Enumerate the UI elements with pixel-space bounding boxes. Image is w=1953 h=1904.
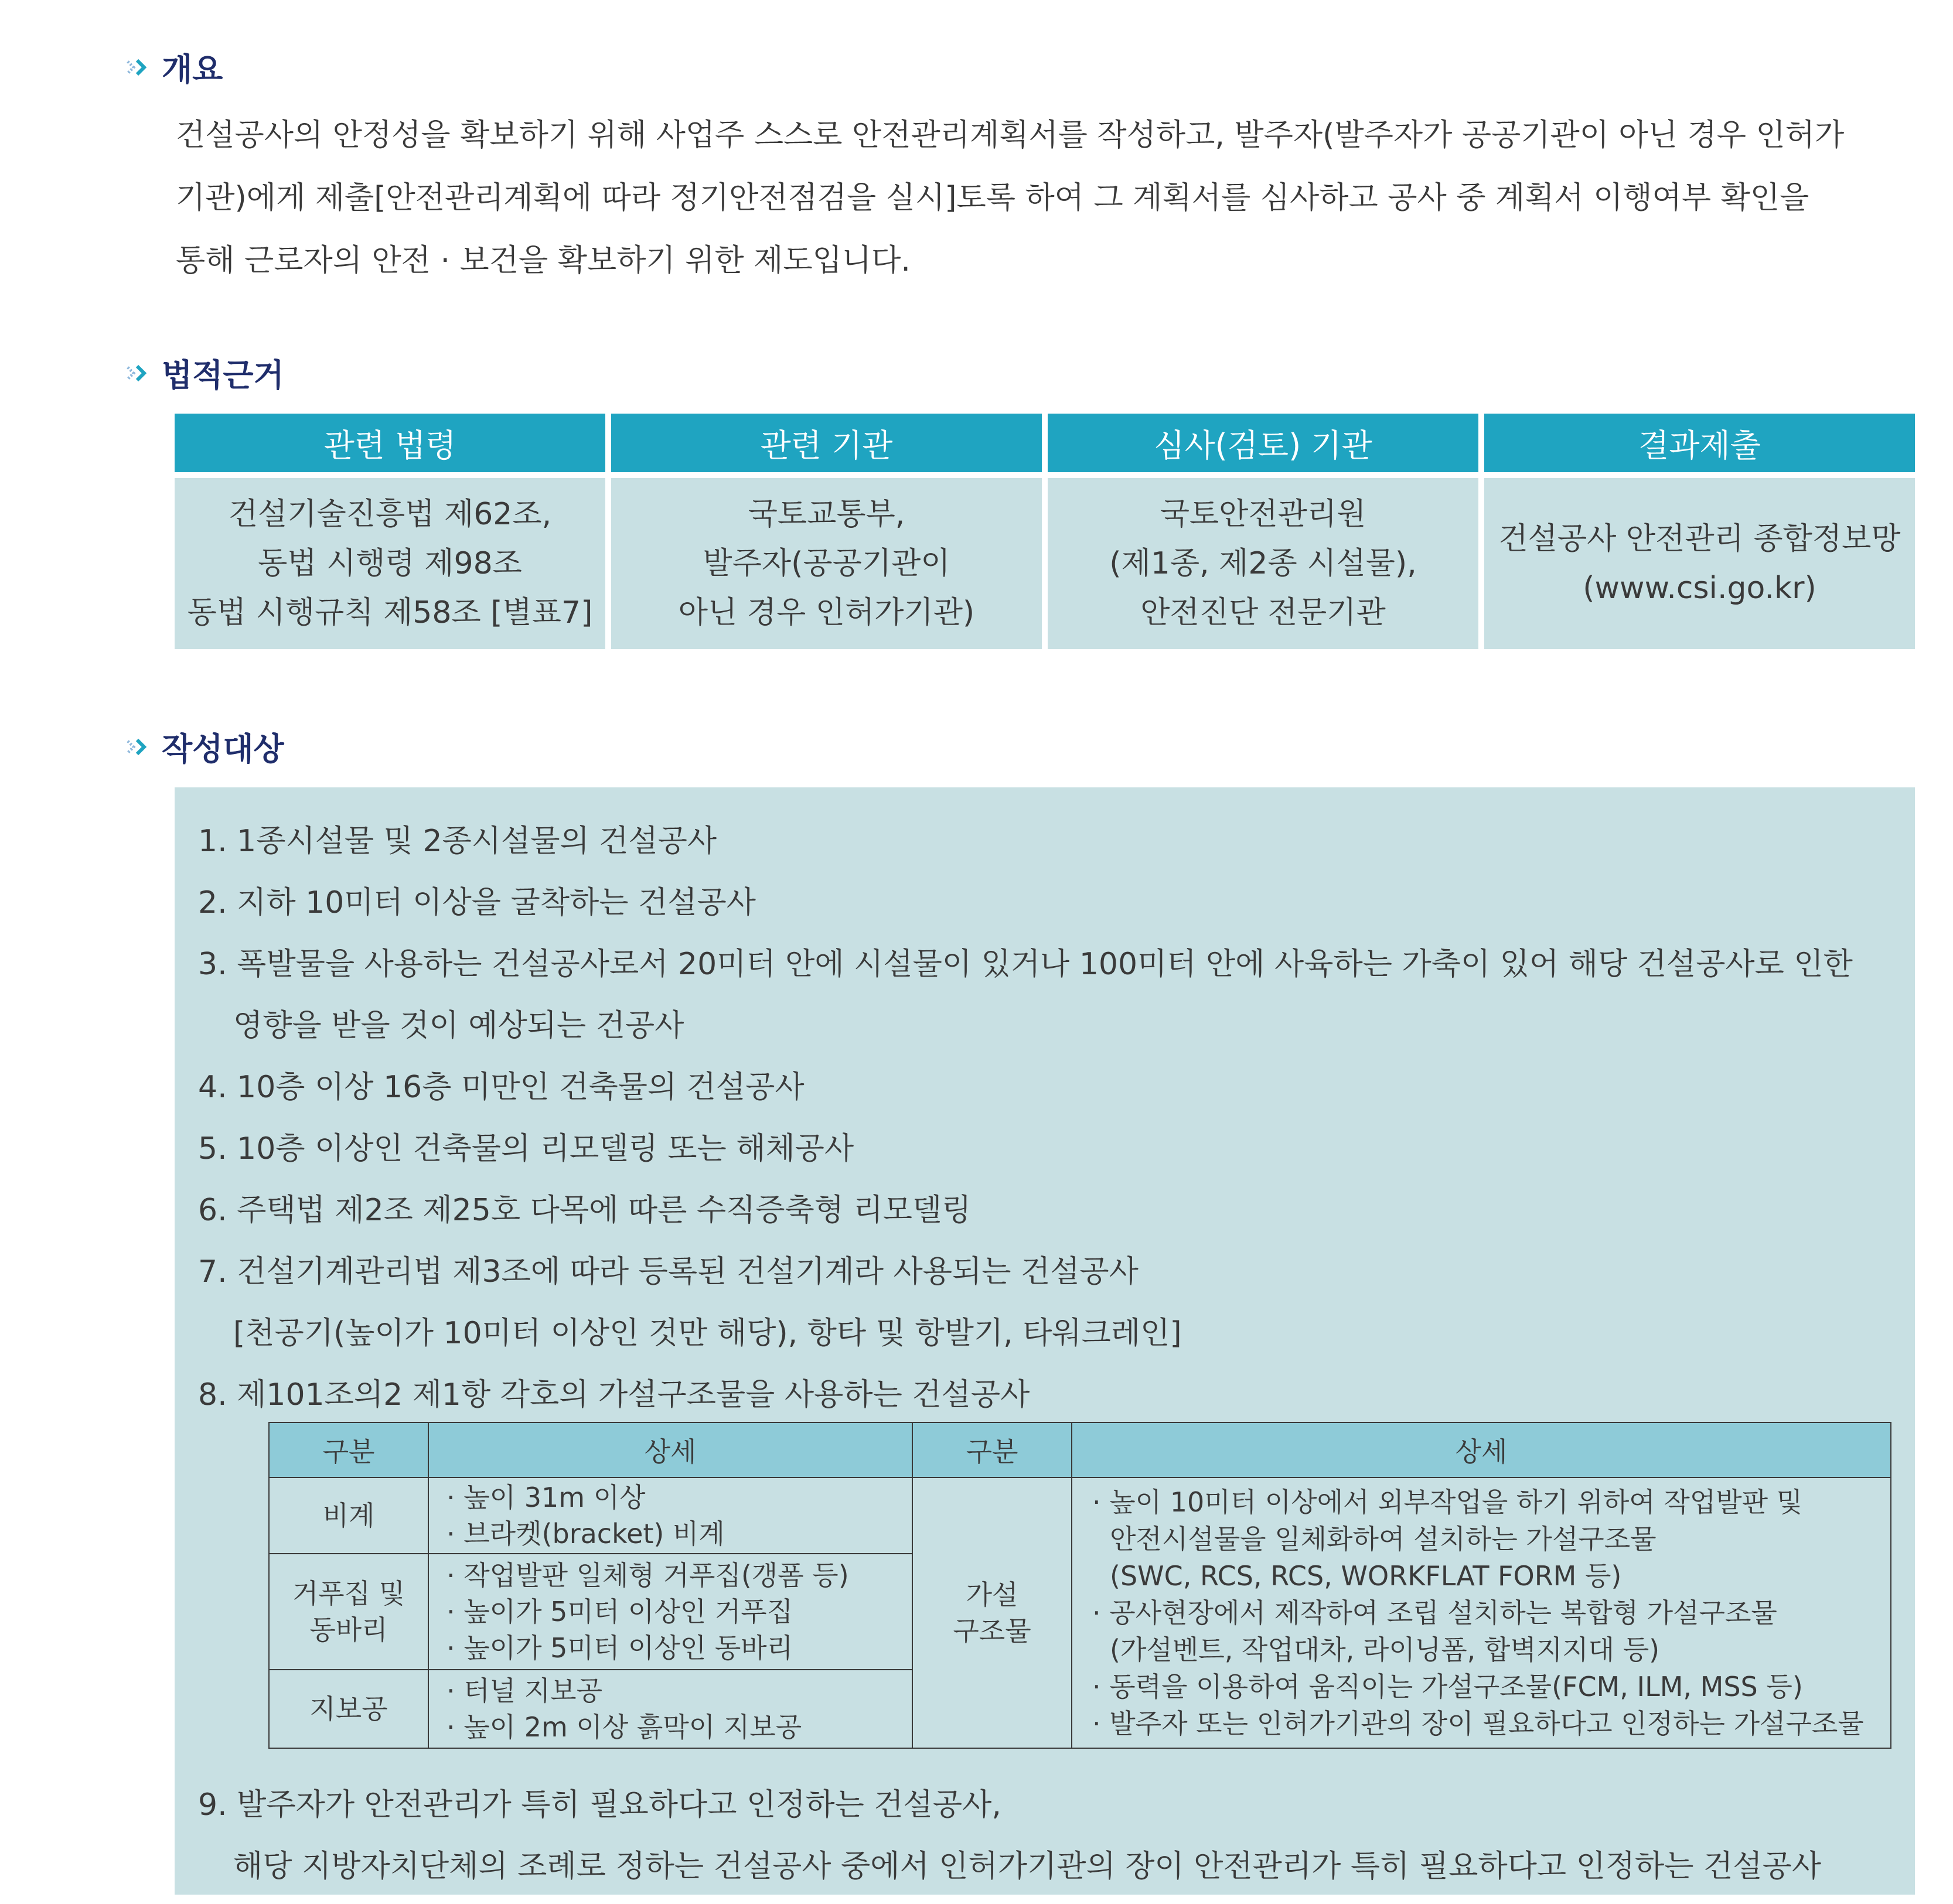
legal-cell-agency xyxy=(611,478,1042,649)
targets-list xyxy=(198,811,1909,1426)
target-item: 7. 건설기계관리법 제3조에 따라 등록된 건설기계라 사용되는 건설공사 xyxy=(198,1254,1139,1289)
category-line: 지보공 xyxy=(309,1693,388,1725)
cell-line: 국토교통부, xyxy=(748,497,905,532)
category-cell-temporary-structure xyxy=(912,1478,1072,1748)
detail-cell-temporary-structure xyxy=(1072,1478,1891,1748)
detail-line: · 높이 31m 이상 xyxy=(447,1482,646,1513)
overview-line: 통해 근로자의 안전 · 보건을 확보하기 위한 제도입니다. xyxy=(176,243,911,278)
inner-header-cell: 상세 xyxy=(1072,1422,1891,1478)
targets-list-item9 xyxy=(198,1775,1909,1898)
target-item: 5. 10층 이상인 건축물의 리모델링 또는 해체공사 xyxy=(198,1131,854,1166)
target-item-continued: [천공기(높이가 10미터 이상인 것만 해당), 항타 및 항발기, 타워크레인] xyxy=(233,1316,1182,1351)
category-cell xyxy=(269,1478,428,1554)
cell-line: 동법 시행령 제98조 xyxy=(258,546,522,581)
detail-line: · 발주자 또는 인허가기관의 장이 필요하다고 인정하는 가설구조물 xyxy=(1092,1707,1864,1739)
legal-cell-review xyxy=(1048,478,1478,649)
legal-data-row xyxy=(175,472,1915,649)
detail-line: · 공사현장에서 제작하여 조립 설치하는 복합형 가설구조물 xyxy=(1092,1596,1777,1629)
detail-cell xyxy=(428,1478,912,1554)
legal-header-cell: 결과제출 xyxy=(1484,414,1915,472)
target-item-continued: 영향을 받을 것이 예상되는 건공사 xyxy=(233,1008,684,1043)
category-cell xyxy=(269,1670,428,1748)
category-line: 거푸집 및 xyxy=(292,1578,405,1609)
category-line: 비계 xyxy=(322,1500,375,1531)
detail-line: 안전시설물을 일체화하여 설치하는 가설구조물 xyxy=(1110,1523,1657,1555)
inner-header-cell: 구분 xyxy=(912,1422,1072,1478)
section-title-legal xyxy=(125,350,284,395)
cell-line: (www.csi.go.kr) xyxy=(1583,571,1816,606)
target-item: 1. 1종시설물 및 2종시설물의 건설공사 xyxy=(198,824,717,859)
target-item: 8. 제101조의2 제1항 각호의 가설구조물을 사용하는 건설공사 xyxy=(198,1377,1030,1412)
detail-line: · 높이 10미터 이상에서 외부작업을 하기 위하여 작업발판 및 xyxy=(1092,1486,1803,1518)
detail-line: · 작업발판 일체형 거푸집(갱폼 등) xyxy=(447,1560,849,1591)
legal-header-row xyxy=(175,414,1915,472)
category-line: 동바리 xyxy=(309,1614,388,1646)
detail-line: · 높이가 5미터 이상인 거푸집 xyxy=(447,1596,793,1627)
overview-text xyxy=(176,104,1910,292)
cell-line: 건설공사 안전관리 종합정보망 xyxy=(1498,521,1901,557)
detail-line: (SWC, RCS, RCS, WORKFLAT FORM 등) xyxy=(1110,1560,1622,1592)
detail-line: · 높이 2m 이상 흙막이 지보공 xyxy=(447,1711,802,1743)
cell-line: 아닌 경우 인허가기관) xyxy=(678,595,975,630)
inner-header-row xyxy=(269,1422,1891,1478)
overview-line: 건설공사의 안정성을 확보하기 위해 사업주 스스로 안전관리계획서를 작성하고, 발주자(발주자가 공공기관이 아닌 경우 인허가 xyxy=(176,118,1845,153)
section-title-overview xyxy=(125,45,223,90)
category-line: 가설 xyxy=(966,1579,1018,1610)
detail-cell xyxy=(428,1554,912,1670)
legal-basis-table xyxy=(175,414,1915,649)
table-row xyxy=(269,1478,1891,1554)
legal-cell-submission xyxy=(1484,478,1915,649)
double-chevron-right-icon xyxy=(125,56,154,79)
detail-line: (가설벤트, 작업대차, 라이닝폼, 합벽지지대 등) xyxy=(1110,1633,1660,1666)
targets-box xyxy=(175,787,1915,1895)
inner-header-cell: 구분 xyxy=(269,1422,428,1478)
target-item: 2. 지하 10미터 이상을 굴착하는 건설공사 xyxy=(198,885,756,920)
detail-line: · 브라켓(bracket) 비계 xyxy=(447,1518,725,1550)
detail-line: · 터널 지보공 xyxy=(447,1675,603,1707)
target-item: 6. 주택법 제2조 제25호 다목에 따른 수직증축형 리모델링 xyxy=(198,1193,972,1228)
section-title-text: 작성대상 xyxy=(162,731,284,767)
detail-line: · 동력을 이용하여 움직이는 가설구조물(FCM, ILM, MSS 등) xyxy=(1092,1670,1803,1702)
target-item: 3. 폭발물을 사용하는 건설공사로서 20미터 안에 시설물이 있거나 100미터 안에 사육하는 가축이 있어 해당 건설공사로 인한 xyxy=(198,947,1853,982)
cell-line: (제1종, 제2종 시설물), xyxy=(1109,546,1417,581)
section-title-text: 개요 xyxy=(162,51,223,88)
legal-header-cell: 심사(검토) 기관 xyxy=(1048,414,1478,472)
cell-line: 안전진단 전문기관 xyxy=(1140,595,1386,630)
category-line: 구조물 xyxy=(953,1615,1031,1647)
section-title-text: 법적근거 xyxy=(162,357,284,394)
cell-line: 동법 시행규칙 제58조 [별표7] xyxy=(187,595,593,630)
detail-line: · 높이가 5미터 이상인 동바리 xyxy=(447,1632,793,1664)
target-item: 4. 10층 이상 16층 미만인 건축물의 건설공사 xyxy=(198,1070,805,1105)
target-item: 9. 발주자가 안전관리가 특히 필요하다고 인정하는 건설공사, xyxy=(198,1787,1001,1823)
legal-header-cell: 관련 기관 xyxy=(611,414,1042,472)
cell-line: 국토안전관리원 xyxy=(1160,497,1366,532)
detail-cell xyxy=(428,1670,912,1748)
cell-line: 건설기술진흥법 제62조, xyxy=(228,497,552,532)
double-chevron-right-icon xyxy=(125,361,154,385)
temporary-structures-table xyxy=(268,1422,1891,1749)
overview-line: 기관)에게 제출[안전관리계획에 따라 정기안전점검을 실시]토록 하여 그 계획서를 심사하고 공사 중 계획서 이행여부 확인을 xyxy=(176,180,1809,216)
legal-cell-laws xyxy=(175,478,605,649)
section-title-targets xyxy=(125,724,284,769)
target-item-continued: 해당 지방자치단체의 조례로 정하는 건설공사 중에서 인허가기관의 장이 안전관리가 특히 필요하다고 인정하는 건설공사 xyxy=(233,1849,1821,1884)
inner-header-cell: 상세 xyxy=(428,1422,912,1478)
double-chevron-right-icon xyxy=(125,735,154,759)
category-cell xyxy=(269,1554,428,1670)
cell-line: 발주자(공공기관이 xyxy=(703,546,950,581)
legal-header-cell: 관련 법령 xyxy=(175,414,605,472)
